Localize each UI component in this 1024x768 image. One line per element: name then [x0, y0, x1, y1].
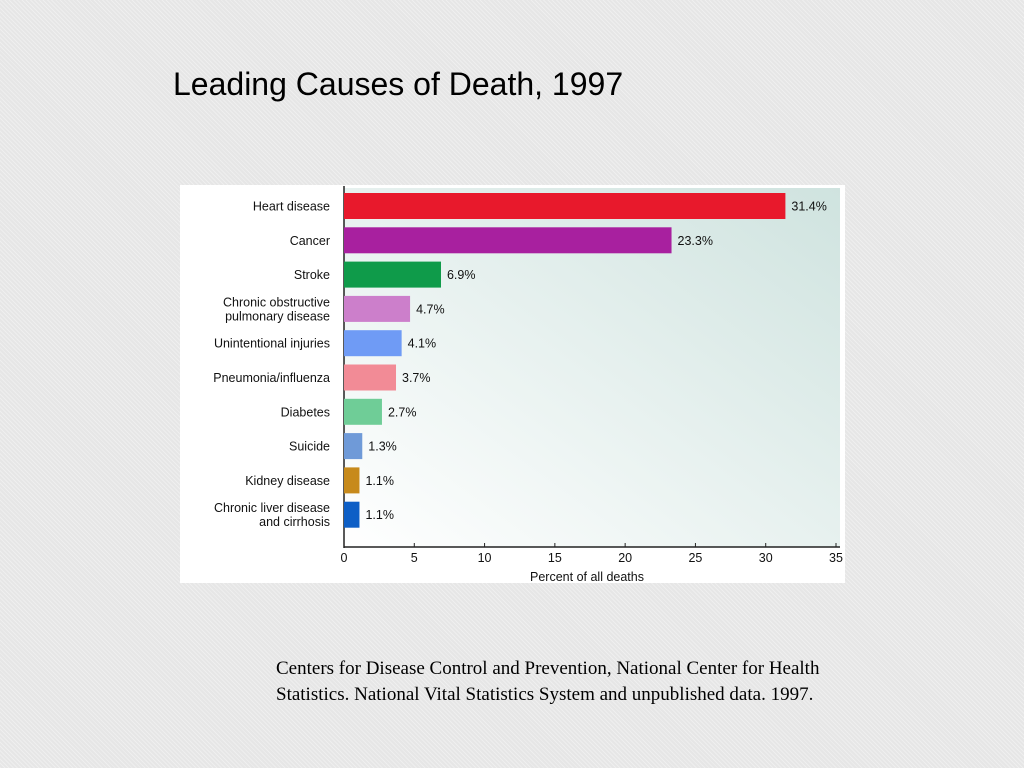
category-label: and cirrhosis	[259, 515, 330, 530]
data-label: 3.7%	[402, 371, 431, 385]
bar	[344, 227, 672, 253]
category-label: pulmonary disease	[225, 309, 330, 324]
x-tick-label: 25	[688, 551, 703, 565]
bar	[344, 502, 359, 528]
bar	[344, 365, 396, 391]
data-label: 2.7%	[387, 405, 417, 420]
x-tick-label: 30	[758, 551, 773, 565]
category-label: Stroke	[293, 268, 330, 283]
data-label: 1.1%	[365, 473, 394, 488]
source-citation: Centers for Disease Control and Prevention, National Center for Health Statistics. National Vital Statistics System and unpublished data. 1997.	[276, 658, 820, 705]
bar-chart	[180, 185, 845, 583]
category-label: Unintentional injuries	[213, 336, 330, 351]
slide-title: Leading Causes of Death, 1997	[173, 66, 624, 102]
data-label: 4.7%	[416, 302, 445, 317]
data-label: 4.1%	[407, 336, 437, 351]
data-label: 31.4%	[791, 199, 827, 214]
data-label: 1.3%	[368, 439, 397, 454]
chart-panel	[180, 185, 845, 583]
x-tick-label: 5	[410, 551, 418, 565]
category-label: Chronic obstructive	[223, 295, 330, 310]
category-label: Chronic liver disease	[213, 501, 330, 516]
bar	[344, 330, 402, 356]
category-label: Suicide	[289, 439, 330, 454]
bar	[344, 193, 785, 219]
bar	[344, 433, 362, 459]
x-tick-label: 0	[340, 551, 348, 565]
data-label: 6.9%	[446, 268, 476, 283]
category-label: Pneumonia/influenza	[213, 371, 330, 385]
category-label: Heart disease	[252, 199, 330, 214]
x-tick-label: 10	[477, 551, 492, 565]
bar	[344, 399, 382, 425]
data-label: 1.1%	[365, 508, 394, 523]
x-tick-label: 35	[829, 551, 843, 565]
data-label: 23.3%	[677, 233, 713, 248]
x-tick-label: 15	[547, 551, 562, 565]
category-label: Cancer	[289, 233, 330, 248]
bar	[344, 262, 441, 288]
x-axis-title: Percent of all deaths	[530, 570, 644, 583]
category-label: Diabetes	[280, 405, 330, 420]
category-label: Kidney disease	[245, 473, 330, 488]
bar	[344, 467, 359, 493]
bar	[344, 296, 410, 322]
x-tick-label: 20	[618, 551, 633, 565]
